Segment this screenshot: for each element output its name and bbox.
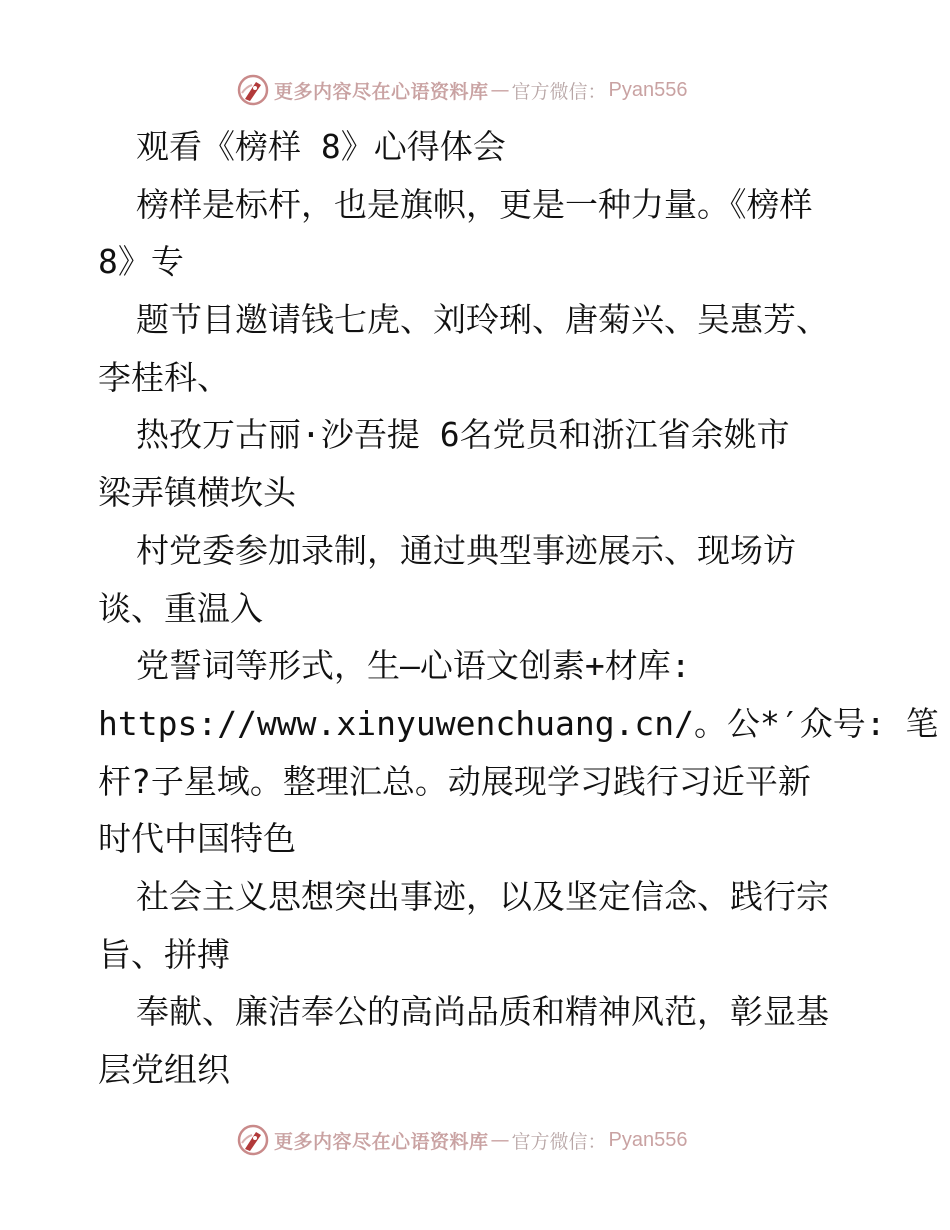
footer-banner — [236, 1120, 688, 1160]
body-line-title: 观看《榜样 8》心得体会 — [136, 127, 506, 166]
header-wechat-id: Pyan556 — [608, 78, 688, 101]
body-line: 榜样是标杆，也是旗帜，更是一种力量。《榜样 — [136, 184, 813, 224]
header-main-text: 更多内容尽在心语资料库 — [274, 80, 489, 103]
body-line: 题节目邀请钱七虎、刘玲琍、唐菊兴、吴惠芳、 — [136, 300, 829, 340]
body-line: 旨、拼搏 — [98, 934, 230, 974]
body-line: 社会主义思想突出事迹，以及坚定信念、践行宗 — [136, 876, 829, 916]
body-line: 梁弄镇横坎头 — [98, 473, 296, 513]
footer-dash: — — [490, 1129, 510, 1151]
body-text — [98, 118, 939, 1099]
pen-nib-logo-icon — [236, 73, 270, 107]
body-line: 奉献、廉洁奉公的高尚品质和精神风范，彰显基 — [136, 992, 829, 1032]
pen-nib-logo-icon — [236, 1123, 270, 1157]
body-line: 党誓词等形式，生—心语文创素+材库: — [136, 646, 691, 686]
footer-wechat-label: 官方微信： — [511, 1130, 607, 1153]
body-line: 时代中国特色 — [98, 819, 296, 859]
header-banner — [236, 70, 688, 110]
body-line: 8》专 — [98, 242, 184, 282]
body-line: 杆?子星域。整理汇总。动展现学习践行习近平新 — [98, 761, 811, 801]
body-line: 李桂科、 — [98, 357, 230, 397]
body-line-url: https://www.xinyuwenchuang.cn/。公*′众号: 笔 — [98, 703, 939, 743]
body-line: 谈、重温入 — [98, 588, 263, 628]
body-line: 层党组织 — [98, 1050, 230, 1089]
header-wechat-label: 官方微信： — [511, 80, 607, 103]
header-dash: — — [490, 79, 510, 101]
body-line: 热孜万古丽·沙吾提 6名党员和浙江省余姚市 — [136, 415, 790, 455]
body-line: 村党委参加录制，通过典型事迹展示、现场访 — [136, 530, 796, 570]
footer-main-text: 更多内容尽在心语资料库 — [274, 1130, 489, 1153]
footer-wechat-id: Pyan556 — [608, 1128, 688, 1151]
